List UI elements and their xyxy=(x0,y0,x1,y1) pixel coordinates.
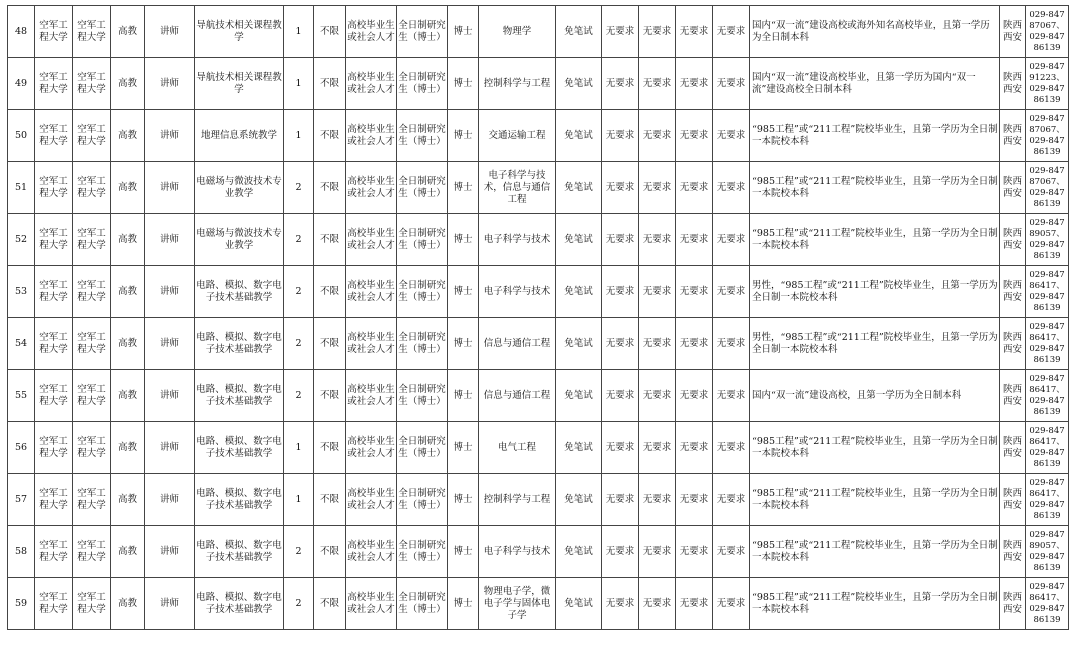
major-cell: 电子科学与技术 xyxy=(479,526,556,578)
major-cell: 电子科学与技术，信息与通信工程 xyxy=(479,162,556,214)
work-location-cell: 陕西西安 xyxy=(1000,578,1026,630)
degree-cell: 博士 xyxy=(448,58,479,110)
contact-phone-cell: 029-84786417、029-84786139 xyxy=(1026,474,1069,526)
requirement-1-cell: 无要求 xyxy=(602,266,639,318)
major-cell: 交通运输工程 xyxy=(479,110,556,162)
post-category-cell: 高教 xyxy=(111,162,145,214)
study-mode-cell: 全日制研究生（博士） xyxy=(397,162,448,214)
requirement-3-cell: 无要求 xyxy=(676,214,713,266)
candidate-source-cell: 不限 xyxy=(314,526,346,578)
requirement-2-cell: 无要求 xyxy=(639,526,676,578)
requirement-2-cell: 无要求 xyxy=(639,58,676,110)
exam-method-cell: 免笔试 xyxy=(556,162,602,214)
post-category-cell: 高教 xyxy=(111,266,145,318)
employer-unit-cell: 空军工程大学 xyxy=(73,422,111,474)
exam-method-cell: 免笔试 xyxy=(556,110,602,162)
requirement-1-cell: 无要求 xyxy=(602,526,639,578)
requirement-2-cell: 无要求 xyxy=(639,110,676,162)
post-duty-cell: 电路、模拟、数字电子技术基础教学 xyxy=(195,266,284,318)
hire-count-cell: 2 xyxy=(284,318,314,370)
requirement-3-cell: 无要求 xyxy=(676,266,713,318)
requirement-2-cell: 无要求 xyxy=(639,318,676,370)
candidate-source-cell: 不限 xyxy=(314,6,346,58)
hiring-unit-cell: 空军工程大学 xyxy=(35,422,73,474)
degree-cell: 博士 xyxy=(448,474,479,526)
other-requirements-cell: “985工程”或“211工程”院校毕业生，且第一学历为全日制一本院校本科 xyxy=(750,110,1000,162)
contact-phone-cell: 029-84791223、029-84786139 xyxy=(1026,58,1069,110)
table-row xyxy=(8,474,1069,526)
table-row xyxy=(8,214,1069,266)
employer-unit-cell: 空军工程大学 xyxy=(73,162,111,214)
table-row xyxy=(8,370,1069,422)
exam-method-cell: 免笔试 xyxy=(556,474,602,526)
hiring-unit-cell: 空军工程大学 xyxy=(35,318,73,370)
employer-unit-cell: 空军工程大学 xyxy=(73,578,111,630)
requirement-4-cell: 无要求 xyxy=(713,110,750,162)
contact-phone-cell: 029-84786417、029-84786139 xyxy=(1026,422,1069,474)
candidate-identity-cell: 高校毕业生或社会人才 xyxy=(346,422,397,474)
hiring-unit-cell: 空军工程大学 xyxy=(35,6,73,58)
requirement-4-cell: 无要求 xyxy=(713,526,750,578)
study-mode-cell: 全日制研究生（博士） xyxy=(397,266,448,318)
post-category-cell: 高教 xyxy=(111,422,145,474)
post-duty-cell: 地理信息系统教学 xyxy=(195,110,284,162)
row-number-cell: 54 xyxy=(8,318,35,370)
candidate-identity-cell: 高校毕业生或社会人才 xyxy=(346,474,397,526)
requirement-4-cell: 无要求 xyxy=(713,266,750,318)
other-requirements-cell: “985工程”或“211工程”院校毕业生，且第一学历为全日制一本院校本科 xyxy=(750,214,1000,266)
hiring-unit-cell: 空军工程大学 xyxy=(35,474,73,526)
post-category-cell: 高教 xyxy=(111,578,145,630)
contact-phone-cell: 029-84787067、029-84786139 xyxy=(1026,6,1069,58)
job-table xyxy=(7,5,1069,630)
exam-method-cell: 免笔试 xyxy=(556,526,602,578)
requirement-4-cell: 无要求 xyxy=(713,6,750,58)
candidate-identity-cell: 高校毕业生或社会人才 xyxy=(346,6,397,58)
requirement-4-cell: 无要求 xyxy=(713,578,750,630)
requirement-3-cell: 无要求 xyxy=(676,110,713,162)
candidate-identity-cell: 高校毕业生或社会人才 xyxy=(346,58,397,110)
candidate-identity-cell: 高校毕业生或社会人才 xyxy=(346,214,397,266)
employer-unit-cell: 空军工程大学 xyxy=(73,58,111,110)
post-duty-cell: 电路、模拟、数字电子技术基础教学 xyxy=(195,474,284,526)
hire-count-cell: 2 xyxy=(284,214,314,266)
contact-phone-cell: 029-84786417、029-84786139 xyxy=(1026,318,1069,370)
requirement-1-cell: 无要求 xyxy=(602,58,639,110)
other-requirements-cell: “985工程”或“211工程”院校毕业生，且第一学历为全日制一本院校本科 xyxy=(750,578,1000,630)
employer-unit-cell: 空军工程大学 xyxy=(73,474,111,526)
hiring-unit-cell: 空军工程大学 xyxy=(35,578,73,630)
requirement-1-cell: 无要求 xyxy=(602,6,639,58)
requirement-3-cell: 无要求 xyxy=(676,58,713,110)
other-requirements-cell: “985工程”或“211工程”院校毕业生，且第一学历为全日制一本院校本科 xyxy=(750,474,1000,526)
requirement-2-cell: 无要求 xyxy=(639,474,676,526)
post-category-cell: 高教 xyxy=(111,58,145,110)
other-requirements-cell: “985工程”或“211工程”院校毕业生，且第一学历为全日制一本院校本科 xyxy=(750,162,1000,214)
row-number-cell: 48 xyxy=(8,6,35,58)
requirement-4-cell: 无要求 xyxy=(713,214,750,266)
requirement-2-cell: 无要求 xyxy=(639,214,676,266)
post-title-cell: 讲师 xyxy=(145,6,195,58)
hire-count-cell: 2 xyxy=(284,370,314,422)
major-cell: 控制科学与工程 xyxy=(479,58,556,110)
candidate-source-cell: 不限 xyxy=(314,266,346,318)
hiring-unit-cell: 空军工程大学 xyxy=(35,526,73,578)
degree-cell: 博士 xyxy=(448,6,479,58)
candidate-source-cell: 不限 xyxy=(314,422,346,474)
degree-cell: 博士 xyxy=(448,318,479,370)
exam-method-cell: 免笔试 xyxy=(556,370,602,422)
requirement-3-cell: 无要求 xyxy=(676,422,713,474)
post-category-cell: 高教 xyxy=(111,318,145,370)
job-table-body xyxy=(8,6,1069,630)
post-category-cell: 高教 xyxy=(111,474,145,526)
requirement-2-cell: 无要求 xyxy=(639,370,676,422)
other-requirements-cell: 男性，“985工程”或“211工程”院校毕业生，且第一学历为全日制一本院校本科 xyxy=(750,266,1000,318)
exam-method-cell: 免笔试 xyxy=(556,266,602,318)
requirement-4-cell: 无要求 xyxy=(713,370,750,422)
row-number-cell: 57 xyxy=(8,474,35,526)
work-location-cell: 陕西西安 xyxy=(1000,110,1026,162)
requirement-4-cell: 无要求 xyxy=(713,162,750,214)
requirement-1-cell: 无要求 xyxy=(602,422,639,474)
exam-method-cell: 免笔试 xyxy=(556,214,602,266)
post-duty-cell: 电路、模拟、数字电子技术基础教学 xyxy=(195,526,284,578)
row-number-cell: 52 xyxy=(8,214,35,266)
requirement-1-cell: 无要求 xyxy=(602,318,639,370)
requirement-1-cell: 无要求 xyxy=(602,110,639,162)
other-requirements-cell: “985工程”或“211工程”院校毕业生，且第一学历为全日制一本院校本科 xyxy=(750,422,1000,474)
study-mode-cell: 全日制研究生（博士） xyxy=(397,214,448,266)
requirement-2-cell: 无要求 xyxy=(639,266,676,318)
requirement-1-cell: 无要求 xyxy=(602,370,639,422)
candidate-source-cell: 不限 xyxy=(314,474,346,526)
table-row xyxy=(8,526,1069,578)
candidate-identity-cell: 高校毕业生或社会人才 xyxy=(346,370,397,422)
requirement-3-cell: 无要求 xyxy=(676,318,713,370)
degree-cell: 博士 xyxy=(448,214,479,266)
degree-cell: 博士 xyxy=(448,578,479,630)
study-mode-cell: 全日制研究生（博士） xyxy=(397,474,448,526)
requirement-3-cell: 无要求 xyxy=(676,6,713,58)
candidate-source-cell: 不限 xyxy=(314,214,346,266)
contact-phone-cell: 029-84786417、029-84786139 xyxy=(1026,578,1069,630)
employer-unit-cell: 空军工程大学 xyxy=(73,318,111,370)
requirement-4-cell: 无要求 xyxy=(713,318,750,370)
major-cell: 物理学 xyxy=(479,6,556,58)
requirement-4-cell: 无要求 xyxy=(713,58,750,110)
requirement-4-cell: 无要求 xyxy=(713,422,750,474)
row-number-cell: 49 xyxy=(8,58,35,110)
table-row xyxy=(8,110,1069,162)
post-duty-cell: 导航技术相关课程教学 xyxy=(195,6,284,58)
candidate-identity-cell: 高校毕业生或社会人才 xyxy=(346,318,397,370)
other-requirements-cell: 国内“双一流”建设高校，且第一学历为全日制本科 xyxy=(750,370,1000,422)
row-number-cell: 58 xyxy=(8,526,35,578)
work-location-cell: 陕西西安 xyxy=(1000,422,1026,474)
post-duty-cell: 电路、模拟、数字电子技术基础教学 xyxy=(195,578,284,630)
candidate-source-cell: 不限 xyxy=(314,370,346,422)
hire-count-cell: 2 xyxy=(284,162,314,214)
post-title-cell: 讲师 xyxy=(145,526,195,578)
row-number-cell: 53 xyxy=(8,266,35,318)
requirement-1-cell: 无要求 xyxy=(602,474,639,526)
hire-count-cell: 1 xyxy=(284,110,314,162)
candidate-identity-cell: 高校毕业生或社会人才 xyxy=(346,578,397,630)
table-row xyxy=(8,422,1069,474)
employer-unit-cell: 空军工程大学 xyxy=(73,214,111,266)
row-number-cell: 55 xyxy=(8,370,35,422)
post-title-cell: 讲师 xyxy=(145,578,195,630)
candidate-identity-cell: 高校毕业生或社会人才 xyxy=(346,526,397,578)
post-title-cell: 讲师 xyxy=(145,110,195,162)
employer-unit-cell: 空军工程大学 xyxy=(73,6,111,58)
exam-method-cell: 免笔试 xyxy=(556,578,602,630)
requirement-1-cell: 无要求 xyxy=(602,578,639,630)
row-number-cell: 59 xyxy=(8,578,35,630)
study-mode-cell: 全日制研究生（博士） xyxy=(397,578,448,630)
candidate-source-cell: 不限 xyxy=(314,318,346,370)
major-cell: 电子科学与技术 xyxy=(479,266,556,318)
post-duty-cell: 电磁场与微波技术专业教学 xyxy=(195,214,284,266)
table-row xyxy=(8,266,1069,318)
requirement-3-cell: 无要求 xyxy=(676,526,713,578)
work-location-cell: 陕西西安 xyxy=(1000,6,1026,58)
work-location-cell: 陕西西安 xyxy=(1000,526,1026,578)
work-location-cell: 陕西西安 xyxy=(1000,266,1026,318)
degree-cell: 博士 xyxy=(448,422,479,474)
contact-phone-cell: 029-84787067、029-84786139 xyxy=(1026,110,1069,162)
degree-cell: 博士 xyxy=(448,110,479,162)
work-location-cell: 陕西西安 xyxy=(1000,370,1026,422)
candidate-identity-cell: 高校毕业生或社会人才 xyxy=(346,266,397,318)
contact-phone-cell: 029-84787067、029-84786139 xyxy=(1026,162,1069,214)
requirement-2-cell: 无要求 xyxy=(639,422,676,474)
hiring-unit-cell: 空军工程大学 xyxy=(35,58,73,110)
requirement-1-cell: 无要求 xyxy=(602,214,639,266)
post-title-cell: 讲师 xyxy=(145,422,195,474)
degree-cell: 博士 xyxy=(448,370,479,422)
hire-count-cell: 1 xyxy=(284,422,314,474)
major-cell: 物理电子学，微电子学与固体电子学 xyxy=(479,578,556,630)
candidate-identity-cell: 高校毕业生或社会人才 xyxy=(346,162,397,214)
work-location-cell: 陕西西安 xyxy=(1000,214,1026,266)
hiring-unit-cell: 空军工程大学 xyxy=(35,266,73,318)
post-title-cell: 讲师 xyxy=(145,266,195,318)
post-category-cell: 高教 xyxy=(111,214,145,266)
employer-unit-cell: 空军工程大学 xyxy=(73,266,111,318)
degree-cell: 博士 xyxy=(448,162,479,214)
post-duty-cell: 导航技术相关课程教学 xyxy=(195,58,284,110)
requirement-3-cell: 无要求 xyxy=(676,578,713,630)
hiring-unit-cell: 空军工程大学 xyxy=(35,162,73,214)
post-title-cell: 讲师 xyxy=(145,370,195,422)
post-title-cell: 讲师 xyxy=(145,474,195,526)
hire-count-cell: 1 xyxy=(284,6,314,58)
post-category-cell: 高教 xyxy=(111,526,145,578)
work-location-cell: 陕西西安 xyxy=(1000,474,1026,526)
study-mode-cell: 全日制研究生（博士） xyxy=(397,526,448,578)
study-mode-cell: 全日制研究生（博士） xyxy=(397,58,448,110)
requirement-3-cell: 无要求 xyxy=(676,370,713,422)
post-title-cell: 讲师 xyxy=(145,214,195,266)
major-cell: 控制科学与工程 xyxy=(479,474,556,526)
row-number-cell: 50 xyxy=(8,110,35,162)
hire-count-cell: 1 xyxy=(284,58,314,110)
study-mode-cell: 全日制研究生（博士） xyxy=(397,6,448,58)
exam-method-cell: 免笔试 xyxy=(556,422,602,474)
exam-method-cell: 免笔试 xyxy=(556,318,602,370)
requirement-3-cell: 无要求 xyxy=(676,474,713,526)
post-duty-cell: 电磁场与微波技术专业教学 xyxy=(195,162,284,214)
study-mode-cell: 全日制研究生（博士） xyxy=(397,422,448,474)
hire-count-cell: 1 xyxy=(284,474,314,526)
requirement-1-cell: 无要求 xyxy=(602,162,639,214)
work-location-cell: 陕西西安 xyxy=(1000,318,1026,370)
exam-method-cell: 免笔试 xyxy=(556,6,602,58)
work-location-cell: 陕西西安 xyxy=(1000,58,1026,110)
table-row xyxy=(8,58,1069,110)
requirement-3-cell: 无要求 xyxy=(676,162,713,214)
table-row xyxy=(8,578,1069,630)
contact-phone-cell: 029-84789057、029-84786139 xyxy=(1026,526,1069,578)
other-requirements-cell: “985工程”或“211工程”院校毕业生，且第一学历为全日制一本院校本科 xyxy=(750,526,1000,578)
employer-unit-cell: 空军工程大学 xyxy=(73,110,111,162)
major-cell: 电子科学与技术 xyxy=(479,214,556,266)
post-title-cell: 讲师 xyxy=(145,318,195,370)
hiring-unit-cell: 空军工程大学 xyxy=(35,110,73,162)
major-cell: 信息与通信工程 xyxy=(479,370,556,422)
table-row xyxy=(8,162,1069,214)
contact-phone-cell: 029-84786417、029-84786139 xyxy=(1026,266,1069,318)
hiring-unit-cell: 空军工程大学 xyxy=(35,370,73,422)
candidate-identity-cell: 高校毕业生或社会人才 xyxy=(346,110,397,162)
candidate-source-cell: 不限 xyxy=(314,58,346,110)
candidate-source-cell: 不限 xyxy=(314,162,346,214)
study-mode-cell: 全日制研究生（博士） xyxy=(397,370,448,422)
contact-phone-cell: 029-84786417、029-84786139 xyxy=(1026,370,1069,422)
study-mode-cell: 全日制研究生（博士） xyxy=(397,318,448,370)
post-category-cell: 高教 xyxy=(111,370,145,422)
hire-count-cell: 2 xyxy=(284,526,314,578)
candidate-source-cell: 不限 xyxy=(314,110,346,162)
hiring-unit-cell: 空军工程大学 xyxy=(35,214,73,266)
candidate-source-cell: 不限 xyxy=(314,578,346,630)
hire-count-cell: 2 xyxy=(284,266,314,318)
row-number-cell: 56 xyxy=(8,422,35,474)
requirement-4-cell: 无要求 xyxy=(713,474,750,526)
employer-unit-cell: 空军工程大学 xyxy=(73,526,111,578)
row-number-cell: 51 xyxy=(8,162,35,214)
job-table-container xyxy=(7,5,1069,630)
other-requirements-cell: 国内“双一流”建设高校毕业，且第一学历为国内“双一流”建设高校全日制本科 xyxy=(750,58,1000,110)
employer-unit-cell: 空军工程大学 xyxy=(73,370,111,422)
hire-count-cell: 2 xyxy=(284,578,314,630)
requirement-2-cell: 无要求 xyxy=(639,162,676,214)
table-row xyxy=(8,318,1069,370)
post-title-cell: 讲师 xyxy=(145,58,195,110)
post-duty-cell: 电路、模拟、数字电子技术基础教学 xyxy=(195,422,284,474)
other-requirements-cell: 国内“双一流”建设高校或海外知名高校毕业，且第一学历为全日制本科 xyxy=(750,6,1000,58)
post-duty-cell: 电路、模拟、数字电子技术基础教学 xyxy=(195,318,284,370)
post-category-cell: 高教 xyxy=(111,6,145,58)
degree-cell: 博士 xyxy=(448,526,479,578)
requirement-2-cell: 无要求 xyxy=(639,6,676,58)
degree-cell: 博士 xyxy=(448,266,479,318)
table-row xyxy=(8,6,1069,58)
major-cell: 电气工程 xyxy=(479,422,556,474)
requirement-2-cell: 无要求 xyxy=(639,578,676,630)
other-requirements-cell: 男性，“985工程”或“211工程”院校毕业生，且第一学历为全日制一本院校本科 xyxy=(750,318,1000,370)
exam-method-cell: 免笔试 xyxy=(556,58,602,110)
post-title-cell: 讲师 xyxy=(145,162,195,214)
post-category-cell: 高教 xyxy=(111,110,145,162)
post-duty-cell: 电路、模拟、数字电子技术基础教学 xyxy=(195,370,284,422)
work-location-cell: 陕西西安 xyxy=(1000,162,1026,214)
study-mode-cell: 全日制研究生（博士） xyxy=(397,110,448,162)
contact-phone-cell: 029-84789057、029-84786139 xyxy=(1026,214,1069,266)
major-cell: 信息与通信工程 xyxy=(479,318,556,370)
